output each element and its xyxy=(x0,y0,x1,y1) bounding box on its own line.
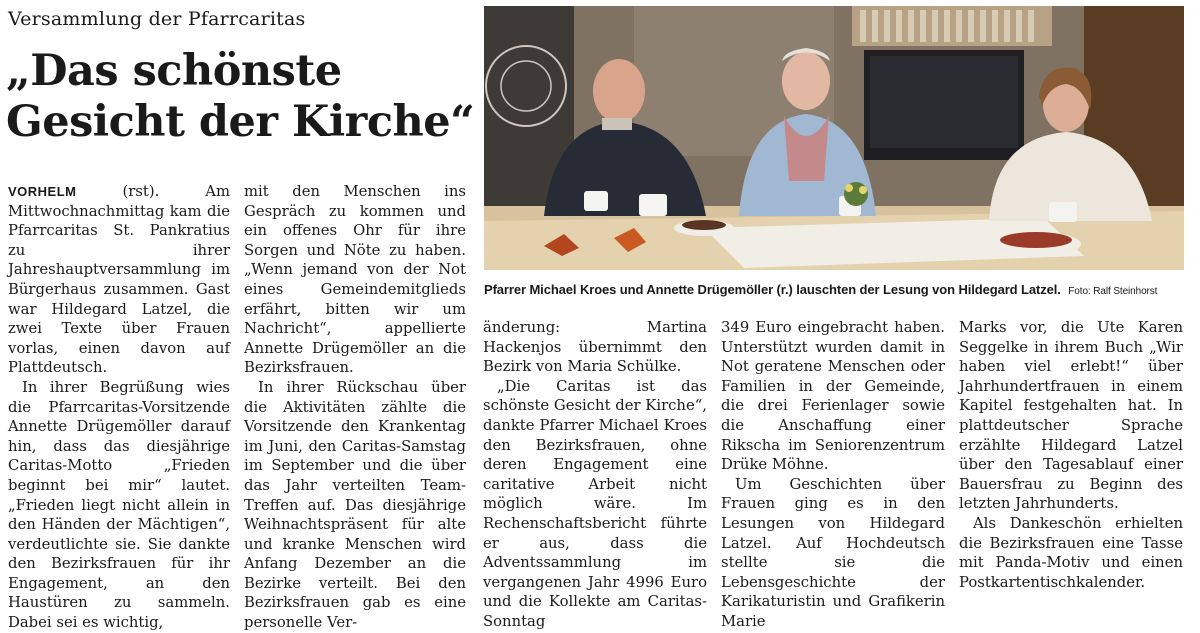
author-tag: (rst). xyxy=(122,183,160,200)
dateline: VORHELM xyxy=(8,184,77,199)
article-column-3 xyxy=(483,318,707,632)
article-column-5 xyxy=(959,318,1183,592)
photo-caption xyxy=(484,282,1194,297)
column-3-paragraph-1: änderung: Martina Hackenjos übernimmt den Bezirk von Maria Schülke. xyxy=(483,319,707,376)
article-kicker: Versammlung der Pfarrcaritas xyxy=(8,8,306,30)
column-2-paragraph-1: mit den Menschen ins Gespräch zu kommen und ein offenes Ohr für ihre Sorgen und Nöte zu haben. „Wenn jemand von der Not eines Gemeindemitglieds erfährt, bitten wir um Nachricht“, appellierte Annette Drügemöller an die Bezirksfrauen. xyxy=(244,183,466,377)
article-column-2 xyxy=(244,182,466,633)
column-3-paragraph-2: „Die Caritas ist das schönste Gesicht der Kirche“, dankte Pfarrer Michael Kroes den Bezirksfrauen, ohne deren Engagement eine caritative Arbeit nicht möglich wäre. Im Rechenschaftsbericht führte er aus, dass die Adventssammlung im vergangenen Jahr 4996 Euro und die Kollekte am Caritas-Sonntag xyxy=(483,377,707,630)
column-5-paragraph-1: Marks vor, die Ute Karen Seggelke in ihrem Buch „Wir haben viel erlebt!“ über Jahrhundertfrauen in einem Kapitel festgehalten hat. In plattdeutscher Sprache erzählte Hildegard Latzel über den Tagesablauf einer Bauersfrau zu Beginn des letzten Jahrhunderts. xyxy=(959,319,1183,513)
article-headline xyxy=(6,46,476,148)
photo-credit: Foto: Ralf Steinhorst xyxy=(1068,286,1158,297)
column-1-paragraph-1 xyxy=(8,182,230,378)
column-1-paragraph-1-text: Am Mittwochnachmittag kam die Pfarrcaritas St. Pankratius zu ihrer Jahreshauptversammlung im Bürgerhaus zusammen. Gast war Hildegard Latzel, die zwei Texte über Frauen vorlas, einen davon auf Plattdeutsch. xyxy=(8,183,230,377)
article-column-4 xyxy=(721,318,945,632)
headline-line-1: „Das schönste xyxy=(6,46,342,96)
column-4-paragraph-2: Um Geschichten über Frauen ging es in den Lesungen von Hildegard Latzel. Auf Hochdeutsch stellte sie die Lebensgeschichte der Karikaturistin und Grafikerin Marie xyxy=(721,475,945,630)
caption-text: Pfarrer Michael Kroes und Annette Drügemöller (r.) lauschten der Lesung von Hildegard Latzel. xyxy=(484,282,1061,297)
headline-line-2: Gesicht der Kirche“ xyxy=(6,97,475,147)
column-4-paragraph-1: 349 Euro eingebracht haben. Unterstützt wurden damit in Not geratene Menschen oder Familien in der Gemeinde, die drei Ferienlager sowie die Anschaffung einer Rikscha im Seniorenzentrum Drüke Möhne. xyxy=(721,319,945,474)
column-1-paragraph-2: In ihrer Begrüßung wies die Pfarrcaritas-Vorsitzende Annette Drügemöller darauf hin, dass das diesjährige Caritas-Motto „Frieden beginnt bei mir“ lautet. „Frieden liegt nicht allein in den Händen der Mächtigen“, verdeutlichte sie. Sie dankte den Bezirksfrauen für ihr Engagement, an den Haustüren zu sammeln. Dabei sei es wichtig, xyxy=(8,378,230,632)
photo-illustration xyxy=(484,6,1184,270)
article-column-1 xyxy=(8,182,230,633)
column-5-paragraph-2: Als Dankeschön erhielten die Bezirksfrauen eine Tasse mit Panda-Motiv und einen Postkartentischkalender. xyxy=(959,514,1183,591)
article-photo xyxy=(484,6,1184,270)
column-2-paragraph-2: In ihrer Rückschau über die Aktivitäten zählte die Vorsitzende den Krankentag im Juni, den Caritas-Samstag im September und die über das Jahr verteilten Team-Treffen auf. Das diesjährige Weihnachtspräsent für alte und kranke Menschen wird Anfang Dezember an die Bezirke verteilt. Bei den Bezirksfrauen gab es eine personelle Ver- xyxy=(244,378,466,632)
